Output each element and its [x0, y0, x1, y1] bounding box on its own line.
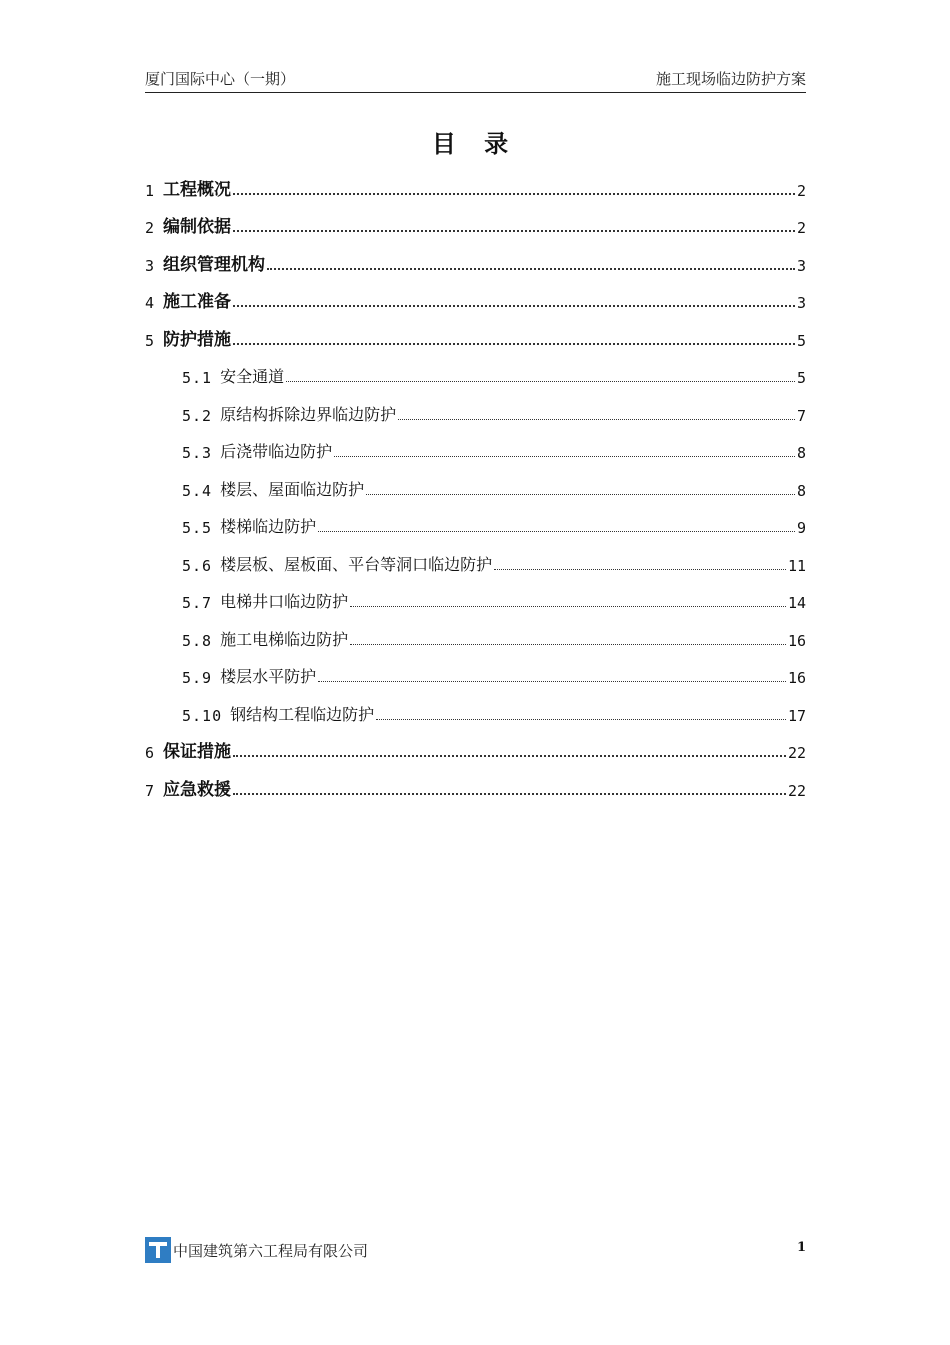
toc-subentry[interactable] — [145, 539, 806, 577]
toc-subentry[interactable] — [145, 427, 806, 465]
page-number: 1 — [796, 1240, 806, 1255]
toc-entry-title: 施工电梯临边防护 — [220, 629, 349, 649]
toc-entry[interactable] — [145, 164, 806, 202]
page-footer — [145, 1236, 806, 1264]
toc-entry-number: 2 — [145, 219, 155, 237]
toc-entry[interactable] — [145, 277, 806, 315]
toc-dot-leader — [267, 268, 795, 270]
toc-entry-title: 工程概况 — [163, 179, 232, 200]
toc-dot-leader — [398, 419, 795, 420]
toc-dot-leader — [233, 193, 795, 195]
toc-entry-number: 5.7 — [182, 594, 213, 612]
toc-entry-page: 11 — [787, 556, 806, 575]
toc-title: 目 录 — [431, 129, 519, 158]
toc-entry-title: 钢结构工程临边防护 — [230, 704, 375, 724]
toc-dot-leader — [233, 305, 795, 307]
toc-entry-title: 楼层板、屋板面、平台等洞口临边防护 — [220, 554, 493, 574]
toc-entry-page: 8 — [796, 481, 806, 500]
header-project-name: 厦门国际中心（一期） — [145, 70, 296, 88]
toc-entry-number: 5.1 — [182, 369, 213, 387]
toc-entry-title: 组织管理机构 — [163, 254, 266, 275]
toc-entry-number: 5.2 — [182, 406, 213, 425]
toc-entry-page: 8 — [796, 444, 806, 462]
toc-entry-page: 14 — [787, 594, 806, 612]
toc-entry[interactable] — [145, 239, 806, 277]
toc-entry-number: 5 — [145, 331, 155, 350]
toc-dot-leader — [233, 230, 795, 232]
toc-entry-page: 16 — [787, 631, 806, 650]
toc-entry-title: 楼梯临边防护 — [220, 517, 317, 536]
toc-entry-number: 5.5 — [182, 519, 213, 537]
toc-entry-title: 楼层水平防护 — [220, 667, 317, 686]
toc-entry-number: 4 — [145, 294, 155, 312]
toc-entry-number: 5.8 — [182, 631, 213, 650]
toc-entry-number: 5.6 — [182, 556, 213, 575]
toc-entry-page: 3 — [796, 294, 806, 312]
toc-entry[interactable] — [145, 314, 806, 352]
toc-subentry[interactable] — [145, 352, 806, 390]
toc-subentry[interactable] — [145, 689, 806, 727]
toc-entry-page: 16 — [787, 669, 806, 687]
toc-entry-page: 17 — [787, 706, 806, 725]
toc-entry-number: 3 — [145, 256, 155, 275]
toc-entry-title: 电梯井口临边防护 — [220, 592, 349, 611]
toc-entry-number: 5.3 — [182, 444, 213, 462]
toc-entry-title: 后浇带临边防护 — [220, 442, 333, 461]
table-of-contents — [145, 164, 806, 802]
toc-dot-leader — [286, 381, 795, 382]
toc-entry-title: 编制依据 — [163, 217, 232, 237]
toc-entry-title: 保证措施 — [163, 742, 232, 762]
toc-entry-page: 5 — [796, 331, 806, 350]
toc-entry-page: 7 — [796, 406, 806, 425]
toc-entry-page: 5 — [796, 369, 806, 387]
header-document-title: 施工现场临边防护方案 — [655, 70, 806, 88]
toc-dot-leader — [233, 343, 795, 345]
toc-dot-leader — [318, 681, 786, 682]
toc-subentry[interactable] — [145, 464, 806, 502]
toc-entry-title: 应急救援 — [163, 779, 232, 800]
toc-entry-number: 6 — [145, 744, 155, 762]
toc-subentry[interactable] — [145, 614, 806, 652]
toc-entry-page: 22 — [787, 744, 806, 762]
toc-dot-leader — [350, 606, 786, 607]
toc-entry[interactable] — [145, 727, 806, 765]
toc-entry-number: 5.10 — [182, 706, 223, 725]
toc-entry[interactable] — [145, 764, 806, 802]
toc-entry-number: 5.4 — [182, 481, 213, 500]
toc-entry-title: 原结构拆除边界临边防护 — [220, 404, 397, 424]
toc-entry[interactable] — [145, 202, 806, 240]
toc-entry-page: 9 — [796, 519, 806, 537]
toc-entry-page: 3 — [796, 256, 806, 275]
toc-dot-leader — [233, 755, 786, 757]
toc-entry-page: 2 — [796, 181, 806, 200]
toc-entry-title: 安全通道 — [220, 367, 285, 386]
footer-company-name: 中国建筑第六工程局有限公司 — [173, 1242, 369, 1260]
toc-entry-title: 施工准备 — [163, 292, 232, 312]
toc-subentry[interactable] — [145, 577, 806, 615]
company-logo-icon — [145, 1237, 171, 1263]
toc-subentry[interactable] — [145, 389, 806, 427]
toc-entry-number: 7 — [145, 781, 155, 800]
toc-dot-leader — [376, 719, 786, 720]
toc-subentry[interactable] — [145, 652, 806, 690]
toc-entry-page: 2 — [796, 219, 806, 237]
toc-dot-leader — [366, 494, 795, 495]
toc-dot-leader — [233, 793, 786, 795]
toc-entry-title: 楼层、屋面临边防护 — [220, 479, 365, 499]
toc-dot-leader — [318, 531, 795, 532]
toc-entry-number: 1 — [145, 181, 155, 200]
toc-dot-leader — [494, 569, 786, 570]
toc-dot-leader — [334, 456, 795, 457]
page-header — [145, 66, 806, 93]
toc-subentry[interactable] — [145, 502, 806, 540]
toc-entry-page: 22 — [787, 781, 806, 800]
toc-entry-number: 5.9 — [182, 669, 213, 687]
toc-dot-leader — [350, 644, 786, 645]
toc-entry-title: 防护措施 — [163, 329, 232, 350]
